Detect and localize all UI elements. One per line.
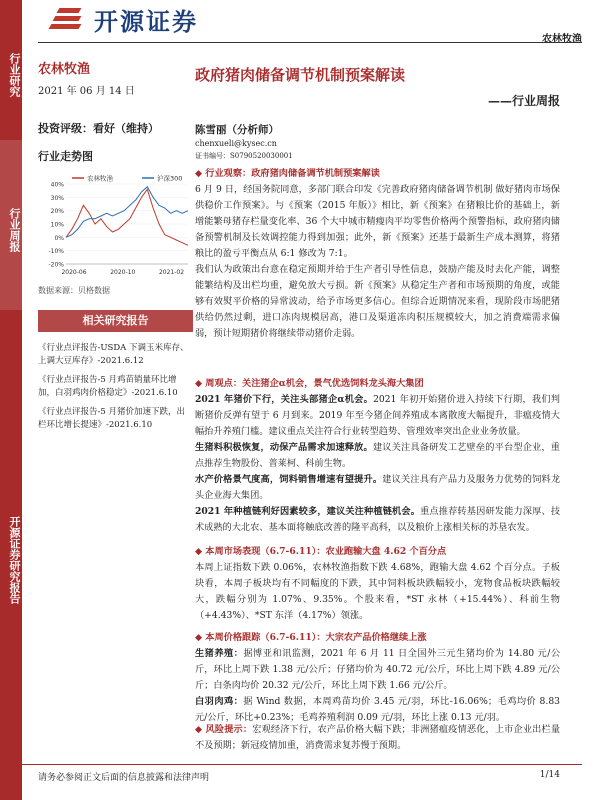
logo-mark-icon [50,6,84,32]
y-tick-label: -10% [48,248,64,256]
related-report-item[interactable]: 《行业点评报告-5 月猪价加速下跌，出栏环比增长提速》-2021.6.10 [38,407,185,430]
paragraph: 白羽肉鸡：据 Wind 数据，本周鸡苗均价 3.45 元/羽，环比-16.06%；毛鸡均价 8.83 元/公斤，环比+0.23%；毛鸡养殖利润 0.09 元/羽，环比上涨 0.13 元/羽。 [195,696,561,723]
legend-label: 沪深300 [157,174,183,183]
footer-divider [22,764,582,765]
page-number: 1/14 [539,770,560,780]
paragraph: 我们认为政策出台意在稳定预期并给于生产者引导性信息，鼓励产能及时去化产能，调整能繁结构及出栏均重，避免放大亏损。新《预案》从稳定生产者和市场预期的角度，或能够有效熨平价格的异常波动，给予市场更多信心。但综合近期情况来看，现阶段市场肥猪供给仍然过剩，进口冻肉规模居高，港口及渠道冻肉积压规模较大，加之消费端需求偏弱，预计短期猪价将继续带动猪价走弱。 [195,264,560,339]
trend-chart-svg [38,172,193,280]
investment-rating: 投资评级：看好（维持） [38,122,159,135]
y-tick-label: 40% [50,181,64,189]
y-tick-label: 10% [50,221,64,229]
analyst-name: 陈雪丽（分析师） [195,124,279,136]
side-label-research: 行业研究 [0,0,22,140]
related-reports-header: 相关研究报告 [38,310,193,332]
report-subtitle: ——行业周报 [487,94,560,108]
paragraph: 本周上证指数下跌 0.06%，农林牧渔指数下跌 4.68%，跑输大盘 4.62 个百分点。子板块看，本周子板块均有不同幅度的下跌，其中饲料板块跌幅较小，宠物食品板块跌幅较大，跌幅分别为 1.07%、9.35%。个股来看，*ST 永林（+15.44%）、科前生物（+4.43%）、*ST 东洋（4.17%）领涨。 [195,562,560,621]
section-risk-warning [195,722,560,754]
series-line-agriculture [66,189,188,245]
brand-logo [50,4,198,34]
section-weekly-view [195,376,560,536]
analyst-cert: 证书编号：S0790520030001 [195,152,293,160]
trend-title: 行业走势图 [38,150,93,163]
x-tick-label: 2020-10 [110,269,136,276]
report-date: 2021 年 06 月 14 日 [38,86,135,97]
paragraph: 水产价格景气度高，饲料销售增速有望提升。建议关注具有产品力及服务力优势的饲料龙头企业海大集团。 [195,474,561,501]
x-tick-label: 2020-06 [61,269,87,276]
paragraph: 生猪养殖：据博亚和讯监测，2021 年 6 月 11 日全国外三元生猪均价为 14.80 元/公斤，环比上周下跌 1.38 元/公斤；仔猪均价为 40.72 元/公斤，环比上周下跌 4.89 元/公斤；白条肉均价 20.32 元/公斤，环比上周下跌 1.66 元/公斤。 [195,648,561,691]
chart-source: 数据来源：贝格数据 [38,286,110,295]
paragraph: 生猪料积极恢复，动保产品需求加速释放。建议关注具备研发工艺壁垒的平台型企业，重点推荐生物股份、普莱柯、科前生物。 [195,442,560,469]
footer-disclaimer: 请务必参阅正文后面的信息披露和法律声明 [38,773,210,783]
side-label-report: 开源证券研究报告 [0,310,22,800]
y-tick-label: -20% [48,261,64,269]
industry-trend-chart [38,172,193,280]
x-tick-label: 2021-02 [158,269,185,276]
paragraph: 6 月 9 日，经国务院同意，多部门联合印发《完善政府猪肉储备调节机制 做好猪肉市场保供稳价工作预案》。与《预案（2015 年版）》相比，新《预案》在猪粮比价的基础上，新增能繁母猪存栏量变化率、36 个大中城市精瘦肉平均零售价格两个预警指标，政府猪肉储备预警机制及长效调控能力得到加强；此外，新《预案》还基于最新生产成本测算，将猪粮比的盈亏平衡点从 6:1 修改为 7:1。 [195,184,560,259]
paragraph: 2021 年猪价下行，关注头部猪企α机会。2021 年初开始猪价进入持续下行期，我们判断猪价反弹有望于 6 月到来。2019 年至今猪企间养殖成本离散度大幅提升，非瘟疫情大幅抬升养殖门槛。建议重点关注符合行业转型趋势、管理效率突出企业业务放量。 [195,394,560,437]
industry-name: 农林牧渔 [38,62,91,77]
series-line-csi300 [66,187,188,238]
report-title: 政府猪肉储备调节机制预案解读 [195,66,406,84]
y-tick-label: 0% [54,234,64,242]
related-reports-list [38,342,193,438]
section-industry-observation [195,166,560,342]
section-heading: ◆ 周观点：关注猪企α机会，景气优选饲料龙头海大集团 [195,378,424,389]
section-heading: ◆ 本周市场表现（6.7-6.11）：农业跑输大盘 4.62 个百分点 [195,546,447,557]
side-strip [0,0,22,800]
related-report-item[interactable]: 《行业点评报告-USDA 下调玉米库存、上调大豆库存》-2021.6.12 [38,343,189,366]
section-price-tracking [195,630,560,726]
analyst-email[interactable]: chenxueli@kysec.cn [195,139,277,148]
related-report-item[interactable]: 《行业点评报告-5 月鸡苗销量环比增加，白羽鸡肉价格稳定》-2021.6.10 [38,375,178,398]
sector-tag: 农林牧渔 [542,34,582,45]
paragraph: ◆ 风险提示：宏观经济下行，农产品价格大幅下跌；非洲猪瘟疫情恶化，上市企业出栏量不及预期；新冠疫情加重，消费需求复苏慢于预期。 [195,724,561,751]
brand-name: 开源证券 [94,7,198,36]
side-label-weekly: 行业周报 [0,140,22,310]
header-divider [38,42,582,43]
section-heading: ◆ 本周价格跟踪（6.7-6.11）：大宗农产品价格继续上涨 [195,632,427,643]
paragraph: 2021 年种植链利好因素较多，建议关注种植链机会。重点推荐转基因研发能力深厚、技术成熟的大北农、基本面将触底改善的隆平高科，以及粮价上涨相关标的苏垦农发。 [195,506,561,533]
section-market-performance [195,544,560,624]
y-tick-label: 30% [50,194,64,202]
y-tick-label: 20% [50,208,64,216]
section-heading: ◆ 行业观察：政府猪肉储备调节机制预案解读 [195,168,380,179]
legend-label: 农林牧渔 [87,174,113,183]
